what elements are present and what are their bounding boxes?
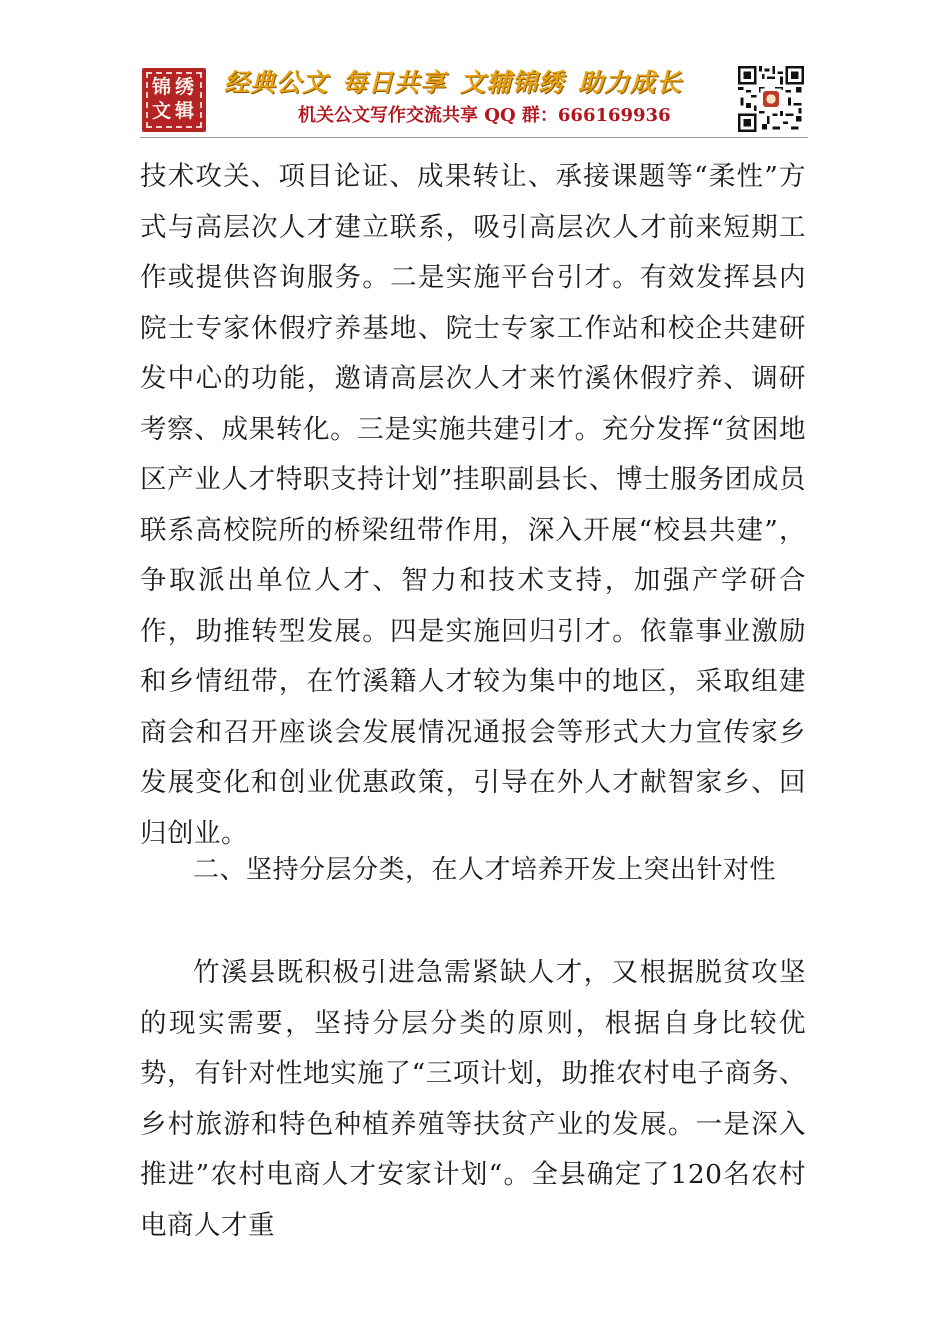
slogan-part: 经典公文 — [224, 68, 329, 97]
logo — [142, 68, 206, 132]
body-paragraph-2: 竹溪县既积极引进急需紧缺人才，又根据脱贫攻坚的现实需要，坚持分层分类的原则，根据自身比较优势，有针对性地实施了“三项计划，助推农村电子商务、乡村旅游和特色种植养殖等扶贫产业的发展。一是深入推进”农村电商人才安家计划“。全县确定了120名农村电商人才重 — [140, 957, 806, 1241]
logo-glyph-4: 辑 — [175, 100, 195, 122]
section-heading: 二、坚持分层分类，在人才培养开发上突出针对性 — [193, 855, 777, 885]
qr-code-icon — [738, 66, 804, 132]
header-divider — [140, 137, 808, 138]
slogan-part: 每日共享 — [342, 68, 447, 97]
slogan — [224, 68, 744, 98]
qq-group-line: 机关公文写作交流共享 QQ 群：666169936 — [298, 105, 671, 126]
slogan-part: 助力成长 — [578, 68, 683, 97]
body-paragraph-1: 技术攻关、项目论证、成果转让、承接课题等“柔性”方式与高层次人才建立联系，吸引高层次人才前来短期工作或提供咨询服务。二是实施平台引才。有效发挥县内院士专家休假疗养基地、院士专家工作站和校企共建研发中心的功能，邀请高层次人才来竹溪休假疗养、调研考察、成果转化。三是实施共建引才。充分发挥“贫困地区产业人才特职支持计划”挂职副县长、博士服务团成员联系高校院所的桥梁纽带作用，深入开展“校县共建”，争取派出单位人才、智力和技术支持，加强产学研合作，助推转型发展。四是实施回归引才。依靠事业激励和乡情纽带，在竹溪籍人才较为集中的地区，采取组建商会和召开座谈会发展情况通报会等形式大力宣传家乡发展变化和创业优惠政策，引导在外人才献智家乡、回归创业。 — [140, 161, 806, 849]
logo-glyph-1: 锦 — [152, 76, 172, 98]
page-header — [140, 64, 808, 136]
logo-glyph-2: 绣 — [175, 76, 195, 98]
logo-glyph-3: 文 — [152, 100, 172, 122]
slogan-part: 文辅锦绣 — [460, 68, 565, 97]
